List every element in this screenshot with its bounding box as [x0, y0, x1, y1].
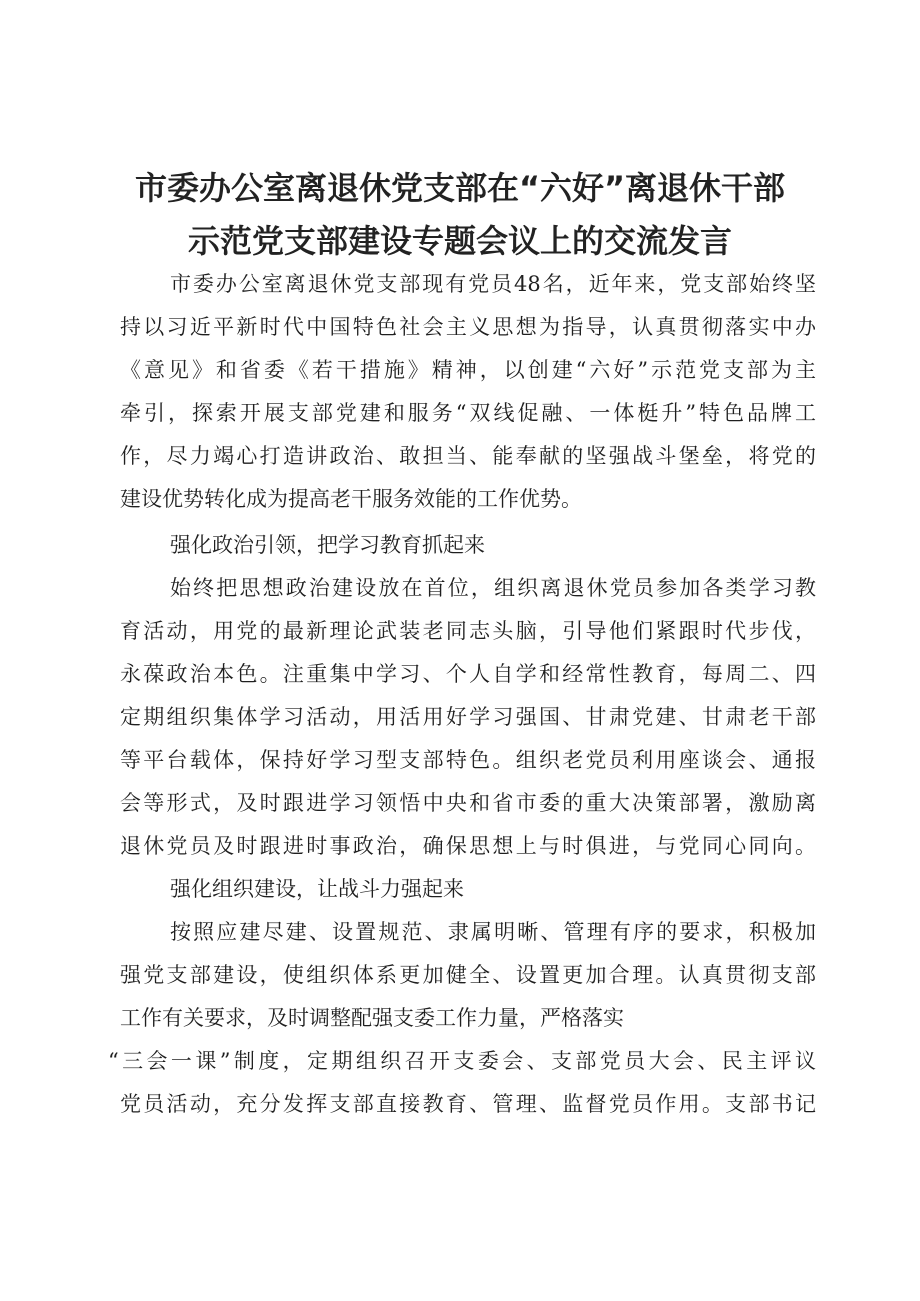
document-title-line-1: 市委办公室离退休党支部在“六好”离退休干部 [134, 169, 786, 207]
section-heading-organization: 强化组织建设，让战斗力强起来 [170, 877, 464, 901]
paragraph-1-line: 《意见》和省委《若干措施》精神，以创建“六好”示范党支部为主 [120, 358, 816, 382]
document-title-line-2: 示范党支部建设专题会议上的交流发言 [187, 222, 732, 260]
paragraph-2-line: 会等形式，及时跟进学习领悟中央和省市委的重大决策部署，激励离 [120, 791, 816, 815]
section-heading-political: 强化政治引领，把学习教育抓起来 [170, 533, 485, 557]
paragraph-3-line: 工作有关要求，及时调整配强支委工作力量，严格落实 [120, 1006, 624, 1030]
paragraph-2-line: 育活动，用党的最新理论武装老同志头脑，引导他们紧跟时代步伐， [120, 619, 816, 643]
paragraph-1-line: 牵引，探索开展支部党建和服务“双线促融、一体梃升”特色品牌工 [120, 401, 816, 425]
paragraph-2-line: 退休党员及时跟进时事政治，确保思想上与时俱进，与党同心同向。 [120, 834, 816, 858]
paragraph-2-line: 永葆政治本色。注重集中学习、个人自学和经常性教育，每周二、四 [120, 662, 816, 686]
paragraph-2-line: 始终把思想政治建设放在首位，组织离退休党员参加各类学习教 [170, 576, 816, 600]
paragraph-1-line: 持以习近平新时代中国特色社会主义思想为指导，认真贯彻落实中办 [120, 315, 816, 339]
paragraph-3-line: 强党支部建设，使组织体系更加健全、设置更加合理。认真贯彻支部 [120, 963, 816, 987]
paragraph-3-line: 党员活动，充分发挥支部直接教育、管理、监督党员作用。支部书记 [120, 1092, 816, 1116]
paragraph-3-line: 按照应建尽建、设置规范、隶属明晰、管理有序的要求，积极加 [170, 920, 816, 944]
paragraph-1-line: 市委办公室离退休党支部现有党员48名，近年来，党支部始终坚 [170, 272, 816, 296]
paragraph-1-line: 作，尽力竭心打造讲政治、敢担当、能奉献的坚强战斗堡垒，将党的 [120, 444, 816, 468]
paragraph-2-line: 定期组织集体学习活动，用活用好学习强国、甘肃党建、甘肃老干部 [120, 705, 816, 729]
paragraph-2-line: 等平台载体，保持好学习型支部特色。组织老党员利用座谈会、通报 [120, 748, 816, 772]
paragraph-3-line: “三会一课”制度，定期组织召开支委会、支部党员大会、民主评议 [108, 1049, 816, 1073]
paragraph-1-line: 建设优势转化成为提高老干服务效能的工作优势。 [120, 487, 582, 511]
